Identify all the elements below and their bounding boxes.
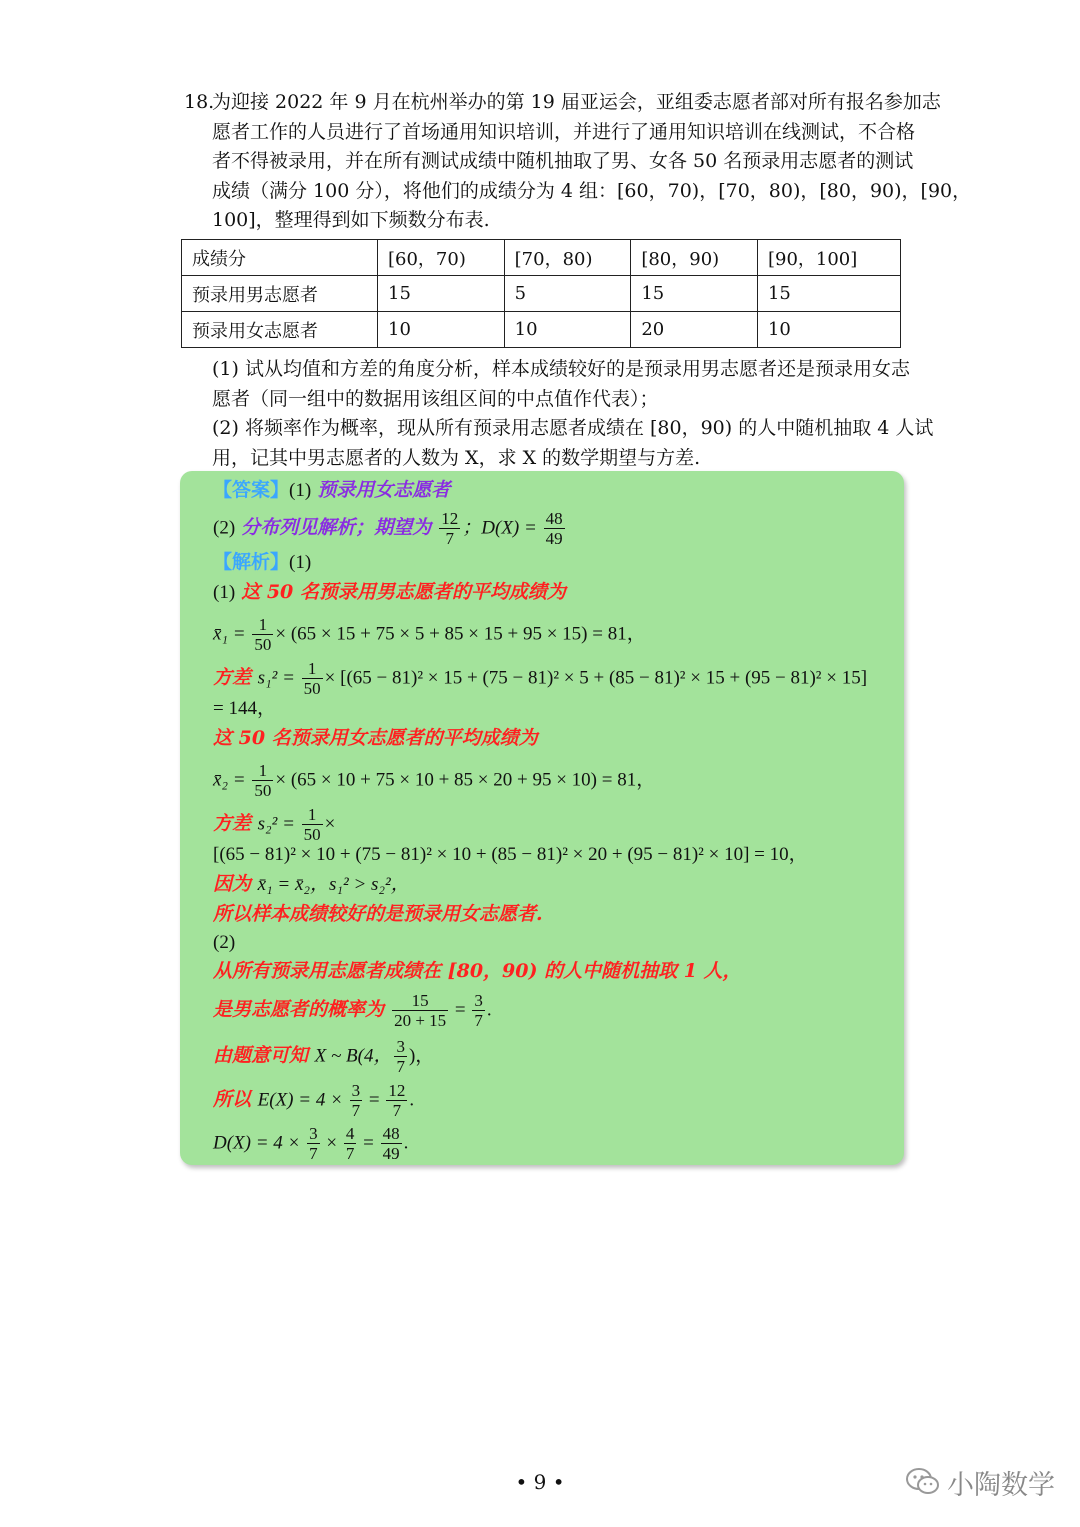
- fraction: $\frac{3}{7}$: [309, 1124, 318, 1163]
- table-cell: [70，80): [504, 240, 631, 276]
- problem-line: 为迎接 2022 年 9 月在杭州举办的第 19 届亚运会，亚组委志愿者部对所有报名参加志: [212, 91, 941, 113]
- problem-line: 100]，整理得到如下频数分布表.: [212, 209, 490, 231]
- part-2-label: (2): [213, 932, 236, 953]
- variance-male-formula: 方差 s₁² = $\frac{1}{50}$ × [(65 − 81)² × 15 + (75 − 81)² × 5 + (85 − 81)² × 15 + (95 − 81)² × 15]: [213, 659, 868, 698]
- problem-line: 愿者工作的人员进行了首场通用知识培训，并进行了通用知识培训在线测试，不合格: [212, 120, 916, 143]
- answer-tag: 【答案】: [213, 479, 290, 501]
- fraction: $\frac{12}{7}$: [441, 509, 459, 548]
- analysis-line: [213, 725, 538, 751]
- question-line: 用，记其中男志愿者的人数为 X，求 X 的数学期望与方差.: [212, 446, 701, 469]
- watermark-text: 小陶数学: [947, 1469, 1055, 1501]
- table-cell: [80，90): [631, 240, 758, 276]
- answer-line-2: [213, 509, 567, 548]
- analysis-header: [213, 549, 311, 576]
- table-cell: 15: [631, 276, 758, 312]
- table-row: [182, 276, 901, 312]
- analysis-text: 这 50 名预录用女志愿者的平均成绩为: [213, 727, 538, 749]
- table-row: [182, 312, 901, 348]
- table-cell: 15: [378, 276, 505, 312]
- fraction: $\frac{15}{20 + 15}$: [394, 991, 447, 1030]
- answer-part-number: (1): [289, 480, 312, 501]
- table-cell: [60，70): [378, 240, 505, 276]
- analysis-part: (1): [289, 552, 312, 573]
- mean-female-formula: x̄₂ = $\frac{1}{50}$ × (65 × 10 + 75 × 10 + 85 × 20 + 95 × 10) = 81，: [213, 761, 656, 800]
- table-cell: 5: [504, 276, 631, 312]
- part-2-line: 从所有预录用志愿者成绩在 [80，90) 的人中随机抽取 1 人，: [213, 960, 742, 982]
- fraction: $\frac{1}{50}$: [254, 615, 272, 654]
- answer-line-1: [213, 477, 450, 504]
- expectation-line: 所以 E(X) = 4 × $\frac{3}{7}$ = $\frac{12}{7}$ .: [213, 1081, 415, 1120]
- frequency-table: [181, 239, 901, 348]
- fraction: $\frac{1}{50}$: [303, 659, 321, 698]
- fraction: $\frac{3}{7}$: [396, 1037, 405, 1076]
- table-cell: 15: [757, 276, 900, 312]
- distribution-line: 由题意可知 X ~ B(4， $\frac{3}{7}$ )，: [213, 1037, 435, 1076]
- answer-box: [180, 471, 904, 1165]
- fraction: $\frac{48}{49}$: [382, 1124, 400, 1163]
- watermark: [905, 1462, 1065, 1502]
- analysis-line: (1) 这 50 名预录用男志愿者的平均成绩为: [213, 581, 566, 603]
- table-cell: 10: [757, 312, 900, 348]
- problem-line: 者不得被录用，并在所有测试成绩中随机抽取了男、女各 50 名预录用志愿者的测试: [212, 150, 914, 172]
- variance-female-formula: 方差 s₂² = $\frac{1}{50}$ ×: [213, 805, 336, 844]
- variance-female-line: [(65 − 81)² × 10 + (75 − 81)² × 10 + (85 − 81)² × 20 + (95 − 81)² × 10] = 10，: [213, 844, 808, 865]
- mean-male-formula: x̄₁ = $\frac{1}{50}$ × (65 × 15 + 75 × 5 + 85 × 15 + 95 × 15) = 81，: [213, 615, 646, 654]
- fraction: $\frac{3}{7}$: [474, 991, 483, 1030]
- question-line: (1) 试从均值和方差的角度分析，样本成绩较好的是预录用男志愿者还是预录用女志: [212, 358, 910, 380]
- comparison-line: 因为 x̄₁ = x̄₂，s₁² > s₂²，: [213, 873, 410, 895]
- questions: [212, 355, 934, 473]
- question-line: 愿者（同一组中的数据用该组区间的中点值作代表）；: [212, 387, 659, 410]
- fraction: $\frac{4}{7}$: [345, 1124, 355, 1163]
- table-cell: 10: [378, 312, 505, 348]
- problem-number: 18.: [184, 91, 215, 113]
- problem-line: 成绩（满分 100 分），将他们的成绩分为 4 组：[60，70)，[70，80)，[80，90)，[90，: [212, 179, 972, 202]
- wechat-icon: [905, 1467, 941, 1497]
- variance-label: ；D(X) =: [462, 517, 542, 539]
- probability-line: 是男志愿者的概率为 $\frac{15}{20 + 15}$ = $\frac{3}{7}$ .: [213, 991, 492, 1030]
- answer-text: 预录用女志愿者: [317, 479, 451, 501]
- fraction: $\frac{1}{50}$: [254, 761, 272, 800]
- table-cell: 预录用男志愿者: [182, 276, 378, 312]
- variance-line: D(X) = 4 × $\frac{3}{7}$ × $\frac{4}{7}$ = $\frac{48}{49}$ .: [213, 1124, 409, 1163]
- problem-statement: [184, 88, 972, 236]
- table-cell: 成绩分: [182, 240, 378, 276]
- fraction: $\frac{48}{49}$: [545, 509, 563, 548]
- question-line: (2) 将频率作为概率，现从所有预录用志愿者成绩在 [80，90) 的人中随机抽取 4 人试: [212, 417, 934, 439]
- variance-male-result: = 144，: [213, 698, 276, 719]
- page-number: • 9 •: [515, 1470, 565, 1494]
- table-row: [182, 240, 901, 276]
- conclusion-line: 所以样本成绩较好的是预录用女志愿者.: [213, 903, 543, 925]
- table-cell: 20: [631, 312, 758, 348]
- fraction: $\frac{1}{50}$: [303, 805, 321, 844]
- table-cell: 10: [504, 312, 631, 348]
- analysis-text: 这 50 名预录用男志愿者的平均成绩为: [241, 581, 566, 603]
- answer-part-number: (2): [213, 517, 236, 539]
- analysis-tag: 【解析】: [213, 551, 290, 573]
- answer-text: 分布列见解析；期望为: [241, 516, 432, 539]
- fraction: $\frac{3}{7}$: [351, 1081, 361, 1120]
- table-cell: [90，100]: [757, 240, 900, 276]
- fraction: $\frac{12}{7}$: [388, 1081, 406, 1120]
- table-cell: 预录用女志愿者: [182, 312, 378, 348]
